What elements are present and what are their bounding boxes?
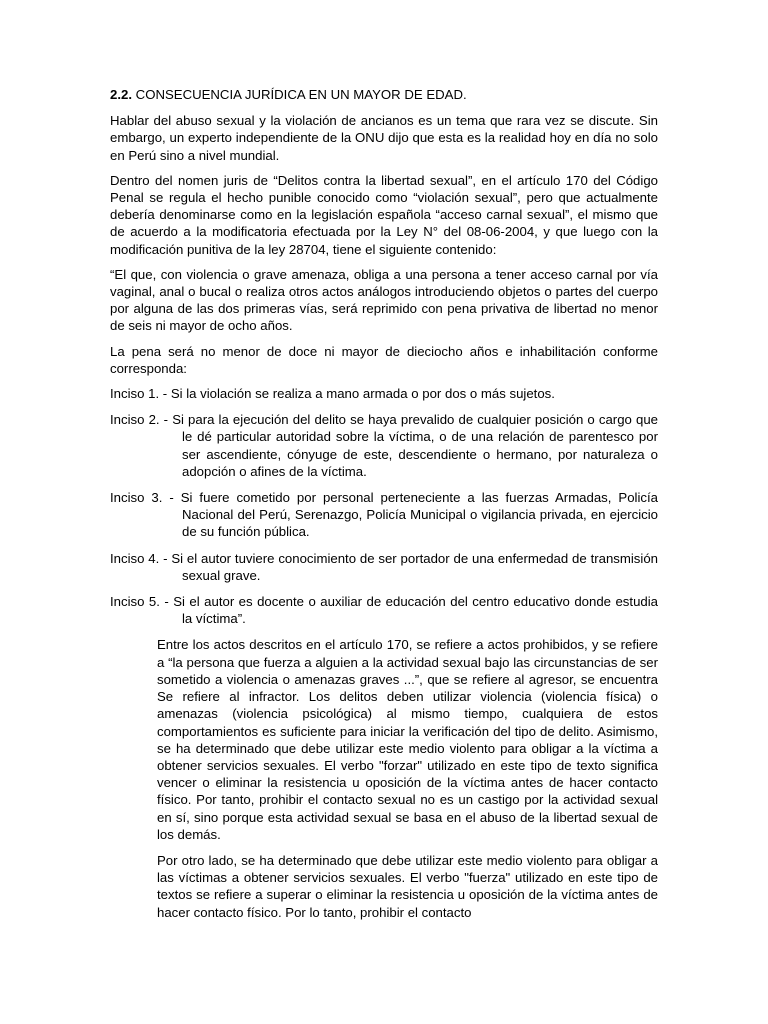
inciso-1: Inciso 1. - Si la violación se realiza a mano armada o por dos o más sujetos.	[110, 386, 555, 402]
inciso-2: Inciso 2. - Si para la ejecución del delito se haya prevalido de cualquier posición o cargo que le dé particular autoridad sobre la víctima, o de una relación de parentesco por ser ascendiente, cónyuge de este, descendiente o hermano, por naturaleza o adopción o afines de la víctima.	[110, 412, 658, 479]
paragraph-law-quote: “El que, con violencia o grave amenaza, obliga a una persona a tener acceso carnal por vía vaginal, anal o bucal o realiza otros actos análogos introduciendo objetos o partes del cuerpo por alguna de las dos primeras vías, será reprimido con pena privativa de libertad no menor de seis ni mayor de ocho años.	[110, 266, 658, 334]
inciso-5: Inciso 5. - Si el autor es docente o auxiliar de educación del centro educativo donde estudia la víctima”.	[110, 594, 658, 627]
section-heading	[110, 86, 658, 103]
section-number: 2.2.	[110, 87, 132, 102]
inciso-3: Inciso 3. - Si fuere cometido por personal perteneciente a las fuerzas Armadas, Policía Nacional del Perú, Serenazgo, Policía Municipal o vigilancia privada, en ejercicio de su función pública.	[110, 490, 658, 540]
paragraph-penalty: La pena será no menor de doce ni mayor de dieciocho años e inhabilitación conforme corresponda:	[110, 343, 658, 376]
section-title: CONSECUENCIA JURÍDICA EN UN MAYOR DE EDAD.	[135, 87, 467, 102]
paragraph-analysis-continued: Por otro lado, se ha determinado que debe utilizar este medio violento para obligar a las víctimas a obtener servicios sexuales. El verbo "fuerza" utilizado en este tipo de textos se refiere a superar o eliminar la resistencia u oposición de la víctima antes de hacer contacto físico. Por lo tanto, prohibir el contacto	[157, 852, 658, 920]
paragraph-intro: Hablar del abuso sexual y la violación de ancianos es un tema que rara vez se discute. Sin embargo, un experto independiente de la ONU dijo que esta es la realidad hoy en día no solo en Perú sino a nivel mundial.	[110, 113, 658, 163]
document-page	[110, 86, 658, 930]
paragraph-nomen-juris: Dentro del nomen juris de “Delitos contra la libertad sexual”, en el artículo 170 del Código Penal se regula el hecho punible conocido como “violación sexual”, pero que actualmente debería denominarse como en la legislación española “acceso carnal sexual”, el mismo que de acuerdo a la modificatoria efectuada por la Ley N° del 08-06-2004, y que luego con la modificación punitiva de la ley 28704, tiene el siguiente contenido:	[110, 172, 658, 257]
paragraph-analysis: Entre los actos descritos en el artículo 170, se refiere a actos prohibidos, y se refiere a “la persona que fuerza a alguien a la actividad sexual bajo las circunstancias de ser sometido a violencia o amenazas graves ...”, que se refiere al agresor, se encuentra Se refiere al infractor. Los delitos deben utilizar violencia (violencia física) o amenazas (violencia psicológica) al mismo tiempo, cualquiera de estos comportamientos es suficiente para iniciar la verificación del tipo de delito. Asimismo, se ha determinado que debe utilizar este medio violento para obligar a la víctima a obtener servicios sexuales. El verbo "forzar" utilizado en este tipo de texto significa vencer o eliminar la resistencia u oposición de la víctima antes de hacer contacto físico. Por tanto, prohibir el contacto sexual no es un castigo por la actividad sexual en sí, sino porque esta actividad sexual se basa en el abuso de la libertad sexual de los demás.	[157, 637, 658, 842]
inciso-4: Inciso 4. - Si el autor tuviere conocimiento de ser portador de una enfermedad de transmisión sexual grave.	[110, 550, 658, 583]
